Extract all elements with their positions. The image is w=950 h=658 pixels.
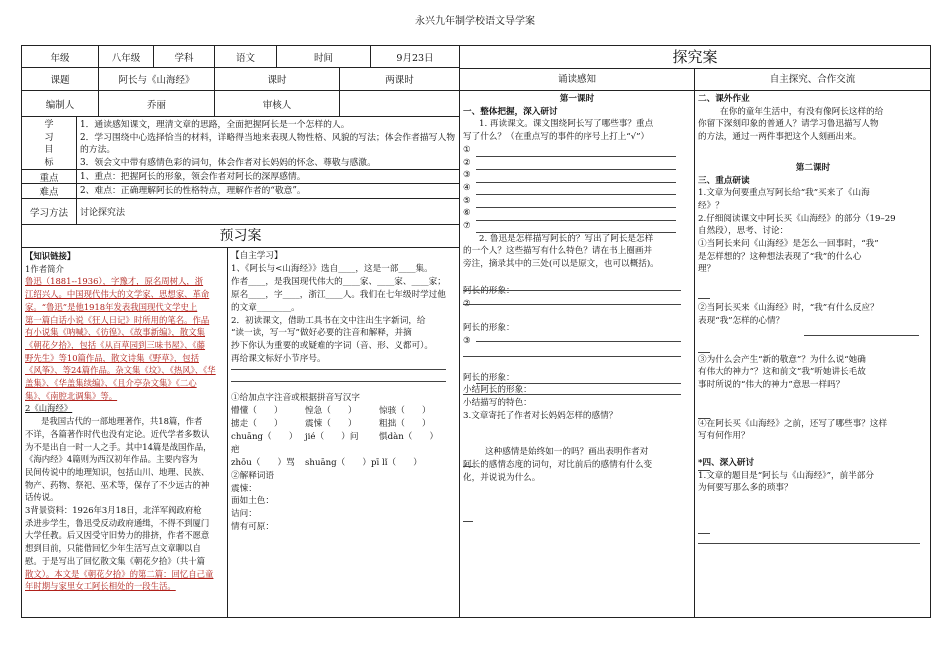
phonetic-item: 惧dàn（ ） — [379, 431, 439, 442]
author-value: 乔丽 — [98, 90, 215, 117]
event-item: ⑦ — [463, 221, 471, 232]
k1-text: 1.文章为何要重点写阿长给“我”买来了《山海 — [698, 188, 870, 199]
background-line: 想到目前，只能借回忆少年生活写点文章聊以自 — [25, 543, 201, 554]
mid-content — [463, 93, 691, 485]
explain-item: 震悚： — [231, 483, 257, 494]
deep-text: 1.文章的题目是“阿长与《山海经》”，前半部分 — [698, 470, 874, 481]
topic-label: 课题 — [21, 67, 99, 91]
phonetic-item: 掳走（ ） — [231, 418, 283, 429]
phonetic-item: 懵懂（ ） — [231, 406, 283, 417]
q4-text: 这种感情是始终如一的吗？画出表明作者对 — [485, 447, 649, 458]
author-intro-line: 有小说集《呐喊》、《彷徨》、《故事新编》，散文集 — [25, 327, 206, 338]
author-intro-line: 《风筝》、等24篇作品。杂文集《坟》、《热风》、《华 — [25, 365, 216, 376]
event-item: ⑤ — [463, 195, 471, 206]
author-intro-line: 野先生》等10篇作品，散文诗集《野草》，包括 — [25, 352, 199, 363]
difficult-text: 2、难点：正确理解阿长的性格特点，理解作者的“敬意”。 — [76, 183, 460, 199]
background-line: 散文）。本文是《朝花夕拾》的第二篇：回忆自己童 — [25, 568, 214, 579]
answer-line — [463, 304, 681, 305]
section1-title: 一、整体把握，深入研讨 — [463, 106, 558, 117]
summary-shape: 小结阿长的形象： — [463, 385, 532, 396]
author-label: 编制人 — [21, 90, 99, 117]
k2a-text: 是怎样想的？这种想法表现了“我”的什么心 — [698, 251, 862, 262]
shanhaijing-line: 为不是出自一时一人之手。其中14篇是战国作品， — [25, 441, 212, 452]
k2-text: 自然段），思考、讨论： — [698, 226, 789, 237]
homework-text: 的方法，通过一两件事把这个人刻画出来。 — [698, 132, 862, 143]
explore-header: 自主探究、合作交流 — [694, 68, 931, 91]
subject-label: 学科 — [153, 45, 215, 68]
shanhaijing-line: 物产、药物、祭祀、巫术等，保存了不少远古的神 — [25, 479, 210, 490]
author-intro-line: 集》、《南腔北调集》等。 — [25, 390, 118, 401]
k2c-text: ③为什么会产生“新的敬意”？为什么说“她确 — [698, 354, 866, 365]
selfstudy-heading: 【自主学习】 — [231, 251, 283, 261]
phonetic-row — [231, 431, 457, 457]
shanhaijing-line: 话传说。 — [25, 492, 59, 503]
q2-text: 2. 鲁迅是怎样描写阿长的？写出了阿长是怎样 — [479, 233, 654, 244]
answer-line — [476, 220, 676, 221]
event-item: ⑥ — [463, 208, 471, 219]
answer-line — [476, 156, 676, 157]
answer-line — [698, 543, 920, 544]
topic-value: 阿长与《山海经》 — [98, 67, 215, 91]
reading-header: 诵读感知 — [459, 68, 695, 91]
goals-label-4: 标 — [44, 157, 54, 168]
background-line: 年时期与家里女工阿长相处的一段生活。 — [25, 581, 176, 592]
goal-1: 1．通读感知课文，理清文章的思路，全面把握阿长是一个怎样的人。 — [80, 120, 350, 130]
method-label: 学习方法 — [21, 198, 77, 225]
event-item: ① — [463, 144, 471, 155]
phonetic-item: 粗拙（ ） — [379, 418, 431, 429]
phonetic-row — [231, 405, 457, 418]
q2-line: “读一读，写一写”做好必要的注音和解释，并摘 — [231, 328, 412, 339]
shape-num: ② — [463, 298, 471, 309]
hours-label: 课时 — [214, 67, 340, 91]
q2-line: 抄下你认为重要的或疑难的字词（音、形、义都可）。 — [231, 341, 433, 352]
answer-line — [476, 207, 676, 208]
shape-label: 阿长的形象： — [463, 372, 515, 383]
goals-label-cell — [21, 116, 77, 170]
answer-line — [463, 394, 681, 395]
answer-line — [476, 341, 681, 342]
q1-text: 写了什么？（在重点写的事件的序号上打上“√”） — [463, 132, 650, 143]
homework-text: 在你的童年生活中，有没有像阿长这样的给 — [720, 106, 884, 117]
author-intro-line: 《朝花夕拾》，包括《从百草园到三味书屋》、《藤 — [25, 339, 206, 350]
q2-line: 再给课文标好小节序号。 — [231, 354, 326, 365]
k2-text: 2.仔细阅读课文中阿长买《山海经》的部分（19–29 — [698, 213, 896, 224]
phonetic-title: ①给加点字注音或根据拼音写汉字 — [231, 393, 360, 404]
phonetic-row — [231, 457, 457, 470]
q1-line: 作者____，是我国现代伟大的____家、____家、____家； — [231, 276, 446, 287]
explain-item: 面如土色： — [231, 496, 274, 507]
q2-line: 2．初读课文，借助工具书在文中注出生字新词，给 — [231, 315, 426, 326]
selfstudy-content — [231, 250, 457, 534]
shanhaijing-title: 2《山海经》 — [25, 403, 73, 414]
phonetic-item: shuāng（ ）pī lǐ（ ） — [305, 457, 422, 468]
background-line: 3背景资料：1926年3月18日，北洋军阀政府枪 — [25, 505, 202, 516]
shanhaijing-line: 是我国古代的一部地理著作，共18篇，作者 — [41, 416, 203, 427]
k2b-text: ②当阿长买来《山海经》时，“我”有什么反应？ — [698, 303, 879, 314]
q3-text: 3.文章寄托了作者对长妈妈怎样的感情？ — [463, 410, 618, 421]
answer-line — [476, 169, 676, 170]
preview-title: 预习案 — [21, 224, 460, 248]
q4-text: 化，并说说为什么。 — [463, 472, 541, 483]
answer-line — [698, 352, 710, 353]
answer-line — [698, 418, 710, 419]
phonetic-item: jié（ ）问 — [305, 431, 359, 442]
answer-line — [804, 335, 919, 336]
key-label: 重点 — [21, 169, 77, 184]
page-header: 永兴九年制学校语文导学案 — [415, 16, 535, 27]
phonetic-item: zhōu（ ）骂 — [231, 457, 295, 468]
answer-line — [463, 356, 681, 357]
shape-label: 阿长的形象： — [463, 285, 515, 296]
k2a-text: ①当阿长来问《山海经》是怎么一回事时，“我” — [698, 239, 879, 250]
reviewer-value — [339, 90, 460, 117]
event-item: ③ — [463, 170, 471, 181]
background-line: 杀进步学生，鲁迅受反动政府通缉，不得不到厦门 — [25, 517, 210, 528]
k2c-text: 有伟大的神力”？这和前文“我”听她讲长毛故 — [698, 367, 866, 378]
goal-3: 3．领会文中带有感情色彩的词句，体会作者对长妈妈的怀念、尊敬与感激。 — [80, 157, 376, 168]
explain-item: 诘问： — [231, 509, 257, 520]
method-value: 讨论探究法 — [76, 198, 460, 225]
answer-line — [463, 521, 473, 522]
goal-2: 2．学习围绕中心选择恰当的材料，详略得当地来表现人物性格、风貌的写法；体会作者描写人物的方法。 — [80, 132, 456, 155]
answer-line — [698, 470, 710, 471]
explain-title: ②解释词语 — [231, 470, 274, 481]
shanhaijing-line: 民间传说中的地理知识，包括山川、地理、民族、 — [25, 466, 210, 477]
q1-line: 原名____，字____，浙江____人。我们在七年级时学过他 — [231, 289, 446, 300]
key-text: 1、重点：把握阿长的形象，领会作者对阿长的深厚感情。 — [76, 169, 460, 184]
deep-title: *四、深入研讨 — [698, 458, 755, 469]
key-reading-title: 三、重点研读 — [698, 175, 750, 186]
answer-line — [231, 381, 446, 382]
answer-line — [476, 232, 676, 233]
explain-item: 情有可原： — [231, 522, 274, 533]
k2d-text: 写有何作用？ — [698, 431, 750, 442]
shape-num: ③ — [463, 335, 471, 346]
phonetic-item: 震悚（ ） — [305, 418, 357, 429]
summary-feature: 小结描写的特色： — [463, 398, 532, 409]
hours-value: 两课时 — [339, 67, 460, 91]
homework-text: 你留下深刻印象的普通人？请学习鲁迅描写人物 — [698, 119, 879, 130]
shape-label: 阿长的形象： — [463, 323, 515, 334]
explore-title-cell: 探究案 — [459, 45, 931, 69]
k2d-text: ④在阿长买《山海经》之前，还写了哪些事？这样 — [698, 418, 888, 429]
far-content — [698, 93, 928, 495]
lesson1-title: 第一课时 — [559, 94, 595, 104]
homework-title: 二、课外作业 — [698, 94, 750, 104]
difficult-label: 难点 — [21, 183, 77, 199]
answer-line — [463, 466, 473, 467]
reviewer-label: 审核人 — [214, 90, 340, 117]
q1-line: 1、《阿长与<山海经》》选自____，这是一部____集。 — [231, 263, 433, 274]
shanhaijing-line: 《海内经》4篇则为西汉初年作品。主要内容为 — [25, 454, 198, 465]
goals-label-2: 习 — [44, 132, 54, 143]
lesson2-title: 第二课时 — [795, 162, 831, 173]
grade-label: 年级 — [21, 45, 99, 68]
answer-line — [476, 182, 676, 183]
k2a-text: 理？ — [698, 264, 716, 275]
subject-value: 语文 — [214, 45, 277, 68]
knowledge-content — [25, 250, 226, 593]
phonetic-item: 惶急（ ） — [305, 406, 357, 417]
author-intro-line: 盖集》、《华盖集续编》、《且介亭杂文集》《二心 — [25, 378, 197, 389]
goals-label-3: 目 — [44, 145, 54, 155]
q2-text: 旁注，摘录其中的三处(可以是原文，也可以概括)。 — [463, 259, 659, 270]
phonetic-item: chuāng（ ）疤 — [231, 431, 298, 455]
q1-line: 的文章________。 — [231, 302, 300, 313]
phonetic-item: 惊骇（ ） — [379, 406, 431, 417]
k2b-text: 表现“我”怎样的心情？ — [698, 315, 785, 326]
background-line: 大学任教。后又因受守旧势力的排挤，作者不愿意 — [25, 530, 210, 541]
phonetic-row — [231, 418, 457, 431]
deep-text: 为何要写那么多的琐事？ — [698, 483, 793, 494]
time-label: 时间 — [276, 45, 371, 68]
event-item: ④ — [463, 182, 471, 193]
goals-label-1: 学 — [44, 120, 54, 130]
event-item: ② — [463, 157, 471, 168]
knowledge-heading: 【知识链接】 — [25, 251, 76, 261]
answer-line — [698, 533, 710, 534]
answer-line — [231, 369, 446, 370]
k1-text: 经》？ — [698, 200, 724, 211]
q1-text: 1. 再读课文。课文围绕阿长写了哪些事？重点 — [479, 119, 654, 130]
shanhaijing-line: 不详，各篇著作时代也没有定论。近代学者多数认 — [25, 428, 210, 439]
answer-line — [476, 383, 681, 384]
author-intro-line: 第一篇白话小说《狂人日记》时所用的笔名。作品 — [25, 314, 210, 325]
answer-line — [476, 194, 676, 195]
answer-line — [698, 298, 710, 299]
author-intro-line: 鲁迅（1881--1936），字豫才，原名周树人，浙 — [25, 276, 204, 287]
background-line: 慰。于是写出了回忆散文集《朝花夕拾》（共十篇 — [25, 555, 206, 566]
k2c-text: 事时所说的“伟大的神力”意思一样吗？ — [698, 379, 845, 390]
q4-text: 阿长的感情态度的词句，对比前后的感情有什么变 — [463, 460, 653, 471]
author-intro-line: 江绍兴人。中国现代伟大的文学家、思想家、革命 — [25, 289, 210, 300]
goals-cell — [76, 116, 460, 170]
answer-line — [463, 290, 681, 291]
time-value: 9月23日 — [370, 45, 460, 68]
grade-value: 八年级 — [98, 45, 154, 68]
author-intro-title: 1作者简介 — [25, 263, 64, 274]
q2-text: 的一个人？这些描写有什么特色？请在书上圈画并 — [463, 246, 653, 257]
author-intro-line: 家。“鲁迅”是他1918年发表我国现代文学史上 — [25, 301, 198, 312]
